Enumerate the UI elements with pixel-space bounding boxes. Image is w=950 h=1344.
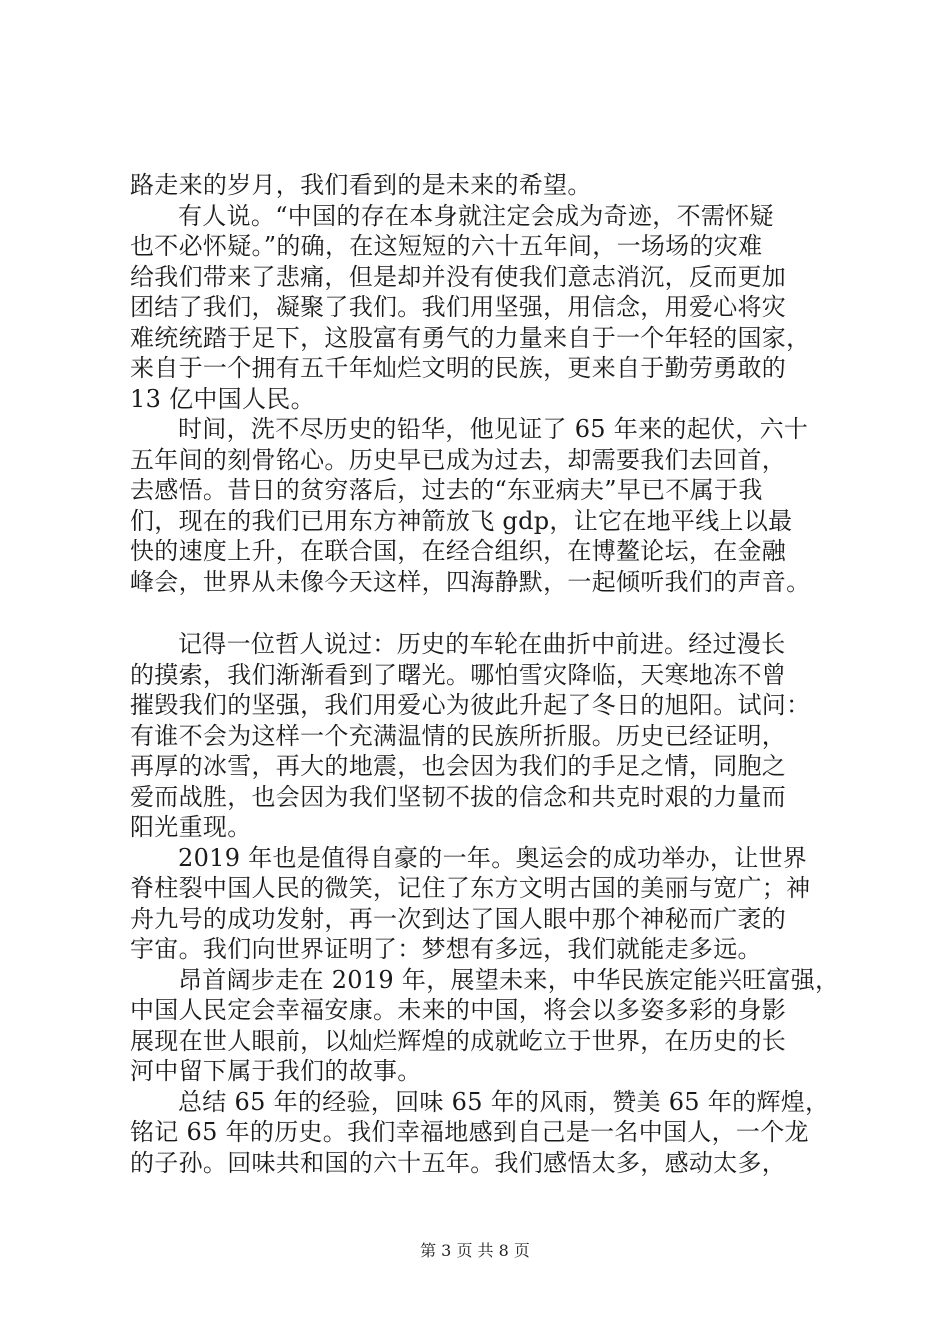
text-line: 展现在世人眼前，以灿烂辉煌的成就屹立于世界，在历史的长 — [130, 1026, 787, 1055]
paragraph — [130, 170, 850, 201]
text-line: 中国人民定会幸福安康。未来的中国，将会以多姿多彩的身影 — [130, 996, 787, 1024]
text-line: 河中留下属于我们的故事。 — [130, 1057, 422, 1085]
text-line: 的子孙。回味共和国的六十五年。我们感悟太多，感动太多， — [130, 1148, 787, 1177]
text-line: 脊柱裂中国人民的微笑，记住了东方文明古国的美丽与宽广；神 — [130, 874, 811, 902]
text-line: 舟九号的成功发射，再一次到达了国人眼中那个神秘而广袤的 — [130, 904, 787, 933]
paragraph — [130, 414, 850, 597]
paragraph — [130, 201, 850, 415]
text-line: 们，现在的我们已用东方神箭放飞 gdp，让它在地平线上以最 — [130, 506, 793, 535]
text-line: 去感悟。昔日的贫穷落后，过去的“东亚病夫”早已不属于我 — [130, 476, 763, 504]
text-line: 阳光重现。 — [130, 813, 252, 841]
text-line: 路走来的岁月，我们看到的是未来的希望。 — [130, 171, 592, 199]
paragraph-gap — [130, 597, 850, 629]
text-line: 给我们带来了悲痛，但是却并没有使我们意志消沉，反而更加 — [130, 262, 787, 291]
paragraph — [130, 965, 850, 1087]
text-line: 2019 年也是值得自豪的一年。奥运会的成功举办，让世界 — [178, 843, 808, 872]
text-line: 峰会，世界从未像今天这样，四海静默，一起倾听我们的声音。 — [130, 567, 811, 596]
text-line: 团结了我们，凝聚了我们。我们用坚强，用信念，用爱心将灾 — [130, 293, 787, 321]
text-line: 记得一位哲人说过：历史的车轮在曲折中前进。经过漫长 — [178, 630, 786, 658]
text-line: 难统统踏于足下，这股富有勇气的力量来自于一个年轻的国家， — [130, 323, 811, 352]
document-body — [130, 170, 850, 1178]
text-line: 13 亿中国人民。 — [130, 384, 315, 413]
text-line: 快的速度上升，在联合国，在经合组织，在博鳌论坛，在金融 — [130, 537, 787, 565]
text-line: 摧毁我们的坚强，我们用爱心为彼此升起了冬日的旭阳。试问： — [130, 691, 811, 719]
paragraph — [130, 843, 850, 965]
text-line: 总结 65 年的经验，回味 65 年的风雨，赞美 65 年的辉煌， — [178, 1087, 830, 1116]
text-line: 的摸索，我们渐渐看到了曙光。哪怕雪灾降临，天寒地冻不曾 — [130, 660, 787, 689]
paragraph — [130, 629, 850, 843]
text-line: 有人说。“中国的存在本身就注定会成为奇迹，不需怀疑 — [178, 201, 774, 230]
page-number-footer: 第 3 页 共 8 页 — [420, 1241, 530, 1260]
text-line: 昂首阔步走在 2019 年，展望未来，中华民族定能兴旺富强， — [178, 965, 840, 994]
text-line: 宇宙。我们向世界证明了：梦想有多远，我们就能走多远。 — [130, 935, 762, 963]
text-line: 也不必怀疑。”的确，在这短短的六十五年间，一场场的灾难 — [130, 232, 763, 260]
text-line: 铭记 65 年的历史。我们幸福地感到自己是一名中国人，一个龙 — [130, 1118, 809, 1146]
text-line: 五年间的刻骨铭心。历史早已成为过去，却需要我们去回首， — [130, 445, 787, 474]
text-line: 再厚的冰雪，再大的地震，也会因为我们的手足之情，同胞之 — [130, 752, 787, 780]
text-line: 时间，洗不尽历史的铅华，他见证了 65 年来的起伏，六十 — [178, 415, 809, 443]
text-line: 来自于一个拥有五千年灿烂文明的民族，更来自于勤劳勇敢的 — [130, 354, 787, 382]
text-line: 爱而战胜，也会因为我们坚韧不拔的信念和共克时艰的力量而 — [130, 782, 787, 811]
text-line: 有谁不会为这样一个充满温情的民族所折服。历史已经证明， — [130, 721, 787, 750]
paragraph — [130, 1087, 850, 1179]
